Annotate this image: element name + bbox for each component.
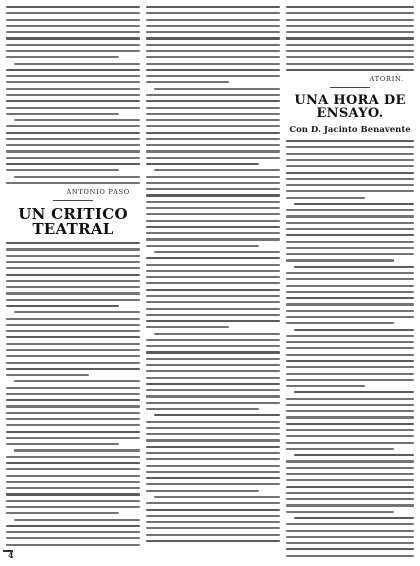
text-line: [146, 439, 280, 441]
text-line: [286, 31, 414, 33]
text-line: [286, 335, 414, 337]
text-line: [286, 467, 414, 469]
text-line: [6, 481, 140, 483]
text-line: [6, 107, 140, 109]
text-line: [6, 182, 140, 184]
text-line: [294, 329, 414, 331]
text-line: [6, 343, 140, 345]
text-line: [6, 475, 140, 477]
text-line: [286, 511, 394, 513]
text-line: [286, 146, 414, 148]
text-line: [146, 389, 280, 391]
text-line: [6, 56, 119, 58]
text-line: [154, 333, 280, 335]
text-line: [6, 113, 119, 115]
text-line: [14, 449, 140, 451]
text-line: [6, 512, 119, 514]
text-line: [6, 125, 140, 127]
text-line: [146, 339, 280, 341]
text-line: [146, 31, 280, 33]
text-line: [146, 144, 280, 146]
text-line: [6, 138, 140, 140]
text-line: [286, 442, 414, 444]
text-line: [286, 429, 414, 431]
text-line: [6, 100, 140, 102]
text-line: [146, 320, 280, 322]
text-line: [146, 37, 280, 39]
text-line: [6, 462, 140, 464]
text-line: [6, 12, 140, 14]
text-line: [146, 452, 280, 454]
text-line: [6, 487, 140, 489]
article-byline: ATORIN.: [369, 75, 404, 84]
text-line: [286, 209, 414, 211]
text-line: [286, 247, 414, 249]
text-line: [6, 286, 140, 288]
text-line: [14, 311, 140, 313]
text-line: [14, 176, 140, 178]
text-line: [6, 299, 140, 301]
text-line: [146, 176, 280, 178]
text-line: [286, 473, 414, 475]
text-line: [286, 548, 414, 550]
text-line: [146, 408, 259, 410]
text-line: [6, 418, 140, 420]
text-line: [286, 555, 414, 557]
text-line: [286, 272, 414, 274]
text-line: [154, 88, 280, 90]
text-line: [6, 368, 140, 370]
text-line: [146, 295, 280, 297]
text-line: [286, 523, 414, 525]
text-line: [6, 274, 140, 276]
text-line: [6, 399, 140, 401]
text-line: [286, 492, 414, 494]
text-line: [6, 305, 119, 307]
text-line: [146, 395, 280, 397]
text-line: [146, 50, 280, 52]
text-line: [6, 94, 140, 96]
text-line: [146, 163, 259, 165]
text-line: [286, 498, 414, 500]
text-line: [294, 391, 414, 393]
text-line: [146, 465, 280, 467]
text-line: [286, 341, 414, 343]
text-line: [14, 380, 140, 382]
text-line: [6, 443, 119, 445]
text-line: [286, 178, 414, 180]
text-line: [6, 150, 140, 152]
text-line: [286, 253, 414, 255]
text-line: [146, 540, 280, 542]
text-line: [6, 267, 140, 269]
text-line: [286, 316, 414, 318]
text-line: [286, 63, 414, 65]
text-line: [6, 405, 140, 407]
text-line: [146, 56, 280, 58]
text-line: [286, 215, 414, 217]
text-line: [146, 358, 280, 360]
text-line: [146, 509, 280, 511]
text-line: [146, 433, 280, 435]
text-line: [6, 493, 140, 495]
text-line: [146, 483, 280, 485]
text-line: [6, 255, 140, 257]
text-line: [146, 257, 280, 259]
article-divider: [330, 87, 370, 88]
text-line: [14, 119, 140, 121]
text-line: [286, 241, 414, 243]
text-line: [146, 276, 280, 278]
text-line: [146, 125, 280, 127]
text-line: [146, 490, 259, 492]
text-line: [286, 486, 414, 488]
text-line: [286, 234, 414, 236]
text-line: [286, 366, 414, 368]
text-line: [6, 531, 140, 533]
text-line: [286, 197, 365, 199]
article-headline: UN CRITICO TEATRAL: [18, 205, 128, 239]
text-line: [14, 519, 140, 521]
text-line: [6, 88, 140, 90]
text-line: [6, 412, 140, 414]
column-middle: [146, 6, 280, 554]
text-line: [6, 525, 140, 527]
text-line: [146, 157, 280, 159]
text-line: [286, 172, 414, 174]
text-line: [286, 435, 414, 437]
text-line: [146, 270, 280, 272]
text-line: [146, 188, 280, 190]
text-line: [6, 374, 89, 376]
text-line: [146, 201, 280, 203]
text-line: [286, 460, 414, 462]
text-line: [146, 308, 280, 310]
article-subheadline: Con D. Jacinto Benavente: [289, 125, 411, 136]
text-line: [286, 278, 414, 280]
text-line: [6, 248, 140, 250]
text-line: [146, 345, 280, 347]
text-line: [146, 132, 280, 134]
article-body-text: [6, 242, 140, 546]
text-line: [6, 157, 140, 159]
text-line: [146, 477, 280, 479]
text-line: [154, 169, 280, 171]
text-line: [6, 37, 140, 39]
text-line: [6, 19, 140, 21]
text-line: [286, 12, 414, 14]
article-byline: ANTONIO PASO: [66, 188, 130, 197]
text-line: [146, 150, 280, 152]
text-line: [146, 527, 280, 529]
text-line: [146, 521, 280, 523]
text-line: [146, 377, 280, 379]
text-line: [146, 402, 280, 404]
article-continuation-text: [6, 6, 140, 184]
text-line: [294, 454, 414, 456]
text-line: [146, 182, 280, 184]
text-line: [286, 69, 414, 71]
text-line: [6, 330, 140, 332]
text-line: [286, 6, 414, 8]
text-line: [146, 6, 280, 8]
text-line: [146, 502, 280, 504]
text-line: [146, 314, 280, 316]
text-line: [6, 324, 140, 326]
text-line: [6, 437, 140, 439]
article-divider: [53, 200, 93, 201]
article-body-text: [146, 6, 280, 542]
text-line: [286, 291, 414, 293]
text-line: [286, 190, 414, 192]
text-line: [6, 336, 140, 338]
text-line: [6, 242, 140, 244]
text-line: [146, 515, 280, 517]
text-line: [146, 213, 280, 215]
text-line: [6, 6, 140, 8]
text-line: [6, 292, 140, 294]
text-line: [286, 479, 414, 481]
text-line: [146, 25, 280, 27]
text-line: [286, 347, 414, 349]
text-line: [6, 169, 119, 171]
text-line: [6, 537, 140, 539]
article-continuation-text: [286, 6, 414, 71]
column-right: [286, 6, 414, 558]
text-line: [286, 404, 414, 406]
text-line: [286, 140, 414, 142]
text-line: [6, 355, 140, 357]
text-line: [6, 500, 140, 502]
text-line: [286, 165, 414, 167]
text-line: [6, 424, 140, 426]
text-line: [6, 163, 140, 165]
text-line: [286, 360, 414, 362]
text-line: [146, 458, 280, 460]
text-line: [154, 414, 280, 416]
text-line: [146, 100, 280, 102]
text-line: [146, 113, 280, 115]
text-line: [286, 542, 414, 544]
text-line: [286, 530, 414, 532]
text-line: [286, 153, 414, 155]
text-line: [146, 289, 280, 291]
text-line: [146, 119, 280, 121]
text-line: [286, 303, 414, 305]
text-line: [146, 383, 280, 385]
column-left: [6, 6, 140, 546]
text-line: [286, 310, 414, 312]
text-line: [146, 370, 280, 372]
text-line: [146, 44, 280, 46]
text-line: [6, 318, 140, 320]
text-line: [154, 496, 280, 498]
text-line: [146, 220, 280, 222]
text-line: [146, 138, 280, 140]
text-line: [286, 354, 414, 356]
text-line: [146, 427, 280, 429]
text-line: [6, 144, 140, 146]
text-line: [294, 266, 414, 268]
text-line: [146, 351, 280, 353]
text-line: [146, 63, 280, 65]
page-number: 4: [8, 550, 14, 560]
text-line: [146, 301, 280, 303]
text-line: [146, 264, 280, 266]
text-line: [6, 468, 140, 470]
text-line: [286, 56, 414, 58]
text-line: [286, 50, 414, 52]
article-body-text: [286, 140, 414, 557]
text-line: [146, 75, 280, 77]
text-line: [146, 226, 280, 228]
text-line: [286, 228, 414, 230]
text-line: [146, 19, 280, 21]
text-line: [286, 297, 414, 299]
text-line: [286, 448, 394, 450]
text-line: [286, 398, 414, 400]
text-line: [286, 44, 414, 46]
text-line: [154, 251, 280, 253]
text-line: [146, 282, 280, 284]
text-line: [146, 446, 280, 448]
text-line: [6, 25, 140, 27]
text-line: [146, 326, 229, 328]
text-line: [146, 534, 280, 536]
text-line: [14, 63, 140, 65]
text-line: [146, 12, 280, 14]
text-line: [6, 393, 140, 395]
text-line: [146, 471, 280, 473]
text-line: [146, 238, 280, 240]
text-line: [146, 207, 280, 209]
text-line: [146, 364, 280, 366]
text-line: [286, 184, 414, 186]
text-line: [146, 194, 280, 196]
text-line: [6, 31, 140, 33]
text-line: [146, 81, 229, 83]
text-line: [6, 69, 140, 71]
text-line: [146, 421, 280, 423]
text-line: [6, 75, 140, 77]
text-line: [286, 25, 414, 27]
text-line: [6, 81, 140, 83]
text-line: [146, 107, 280, 109]
text-line: [6, 44, 140, 46]
text-line: [294, 203, 414, 205]
text-line: [6, 50, 140, 52]
text-line: [286, 423, 414, 425]
text-line: [6, 261, 140, 263]
text-line: [286, 385, 365, 387]
text-line: [286, 379, 414, 381]
text-line: [286, 259, 394, 261]
text-line: [6, 544, 140, 546]
text-line: [286, 322, 394, 324]
text-line: [146, 69, 280, 71]
text-line: [286, 416, 414, 418]
text-line: [286, 373, 414, 375]
text-line: [286, 410, 414, 412]
text-line: [6, 456, 140, 458]
text-line: [286, 222, 414, 224]
text-line: [146, 245, 259, 247]
text-line: [286, 19, 414, 21]
text-line: [6, 132, 140, 134]
text-line: [6, 431, 140, 433]
text-line: [286, 285, 414, 287]
text-line: [6, 362, 140, 364]
text-line: [286, 37, 414, 39]
text-line: [6, 387, 140, 389]
text-line: [6, 280, 140, 282]
text-line: [294, 517, 414, 519]
text-line: [286, 504, 414, 506]
article-headline: UNA HORA DE ENSAYO.: [294, 93, 406, 122]
text-line: [146, 232, 280, 234]
text-line: [146, 94, 280, 96]
text-line: [286, 159, 414, 161]
text-line: [6, 506, 140, 508]
text-line: [6, 349, 140, 351]
text-line: [286, 536, 414, 538]
